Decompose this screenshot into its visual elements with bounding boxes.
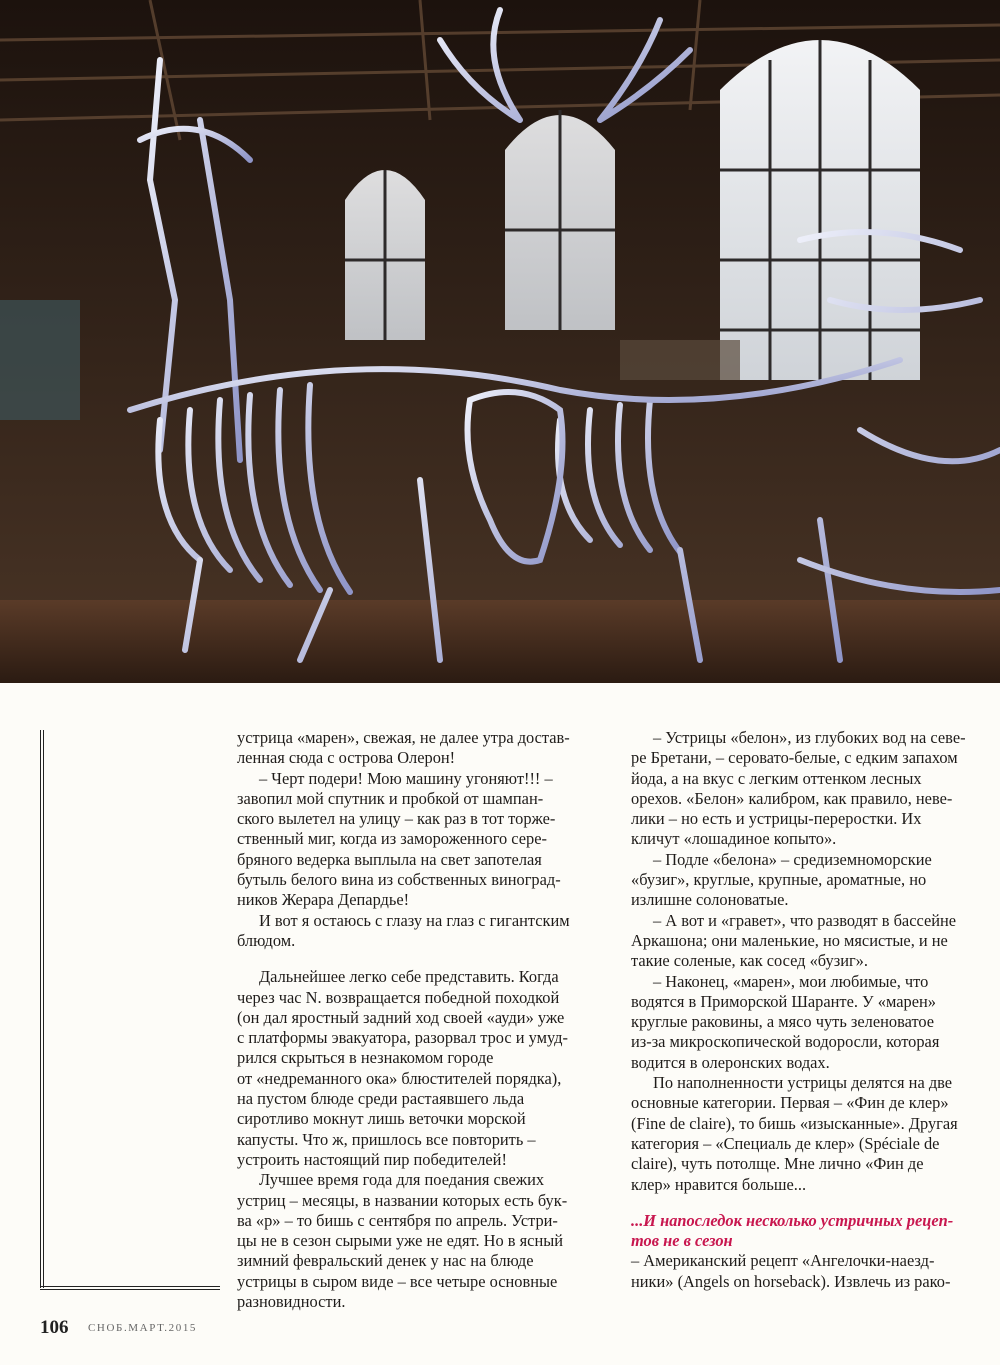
text-line: ников Жерара Депардье!: [237, 890, 410, 910]
text-line: (он дал яростный задний ход своей «ауди» уже: [237, 1007, 565, 1027]
text-line: устриц – месяцы, в названии которых есть бук-: [237, 1190, 568, 1210]
text-line: блюдом.: [237, 930, 296, 950]
text-line: – А вот и «гравет», что разводят в бассейне: [653, 910, 957, 930]
text-line: ского вылетел на улицу – как раз в тот торже-: [237, 809, 556, 829]
text-line: ре Бретани, – серовато-белые, с едким запахом: [631, 748, 958, 768]
text-line: устрица «марен», свежая, не далее утра достав-: [237, 728, 570, 747]
section-subhead-line: ...И напоследок несколько устричных рецеп-: [631, 1210, 954, 1230]
text-line: разновидности.: [237, 1292, 346, 1312]
text-line: излишне солоноватые.: [631, 890, 789, 910]
text-line: (Fine de claire), то бишь «изысканные». Другая: [631, 1113, 958, 1133]
text-line: от «недреманного ока» блюстителей порядка),: [237, 1068, 562, 1088]
text-line: кличут «лошадиное копыто».: [631, 829, 837, 849]
text-line: – Американский рецепт «Ангелочки-наезд-: [631, 1251, 935, 1271]
text-line: устрицы в сыром виде – все четыре основные: [237, 1271, 558, 1291]
text-line: круглые раковины, а мясо чуть зеленоватое: [631, 1012, 935, 1032]
right-text-column: [631, 728, 990, 1292]
section-subhead-line: тов не в сезон: [631, 1231, 733, 1251]
magazine-issue: СНОБ.МАРТ.2015: [88, 1322, 198, 1334]
paragraph-gap: [237, 951, 602, 967]
text-line: через час N. возвращается победной походкой: [237, 987, 560, 1007]
text-line: Дальнейшее легко себе представить. Когда: [259, 967, 559, 987]
text-line: завопил мой спутник и пробкой от шампан-: [237, 788, 544, 808]
page-number: 106: [40, 1317, 69, 1338]
section-gap: [631, 1195, 990, 1211]
text-line: – Черт подери! Мою машину угоняют!!! –: [259, 768, 553, 788]
text-line: claire), чуть потолще. Мне лично «Фин де: [631, 1154, 924, 1174]
text-line: основные категории. Первая – «Фин де клер»: [631, 1093, 949, 1113]
text-line: – Подле «белона» – средиземноморские: [653, 849, 932, 869]
text-line: сиротливо мокнут лишь веточки морской: [237, 1109, 526, 1129]
text-line: ленная сюда с острова Олерон!: [237, 748, 456, 768]
left-text-column: [237, 728, 602, 1312]
text-line: водится в олеронских водах.: [631, 1052, 830, 1072]
decorative-frame-vertical: [40, 730, 44, 1288]
text-line: лики – но есть и устрицы-переростки. Их: [631, 809, 922, 829]
text-line: с платформы эвакуатора, разорвал трос и умуд-: [237, 1028, 568, 1048]
text-line: «бузиг», круглые, крупные, ароматные, но: [631, 870, 927, 890]
text-line: рился скрыться в незнакомом городе: [237, 1048, 494, 1068]
text-line: Аркашона; они маленькие, но мясистые, и не: [631, 930, 948, 950]
text-line: устроить настоящий пир победителей!: [237, 1149, 507, 1169]
text-line: И вот я остаюсь с глазу на глаз с гигантским: [259, 910, 570, 930]
text-line: бутыль белого вина из собственных виноград-: [237, 870, 561, 890]
text-line: – Устрицы «белон», из глубоких вод на севе-: [653, 728, 966, 747]
text-line: из-за микроскопической водоросли, которая: [631, 1032, 940, 1052]
text-line: Лучшее время года для поедания свежих: [259, 1170, 545, 1190]
text-line: – Наконец, «марен», мои любимые, что: [653, 971, 929, 991]
text-line: ва «р» – то бишь с сентября по апрель. Устри-: [237, 1210, 558, 1230]
text-line: клер» нравится больше...: [631, 1174, 807, 1194]
text-line: ственный миг, когда из замороженного сере-: [237, 829, 547, 849]
text-line: бряного ведерка выплыла на свет запотелая: [237, 849, 542, 869]
text-line: орехов. «Белон» калибром, как правило, неве-: [631, 788, 953, 808]
text-line: По наполненности устрицы делятся на две: [653, 1073, 953, 1093]
text-line: категория – «Специаль де клер» (Spéciale de: [631, 1133, 940, 1153]
text-line: такие соленые, как сосед «бузиг».: [631, 951, 868, 971]
text-line: цы не в сезон сырыми уже не едят. Но в ясный: [237, 1231, 563, 1251]
text-line: капусты. Что ж, пришлось все повторить –: [237, 1129, 536, 1149]
text-line: водятся в Приморской Шаранте. У «марен»: [631, 991, 936, 1011]
decorative-frame-horizontal: [40, 1286, 220, 1290]
text-line: зимний февральский денек у нас на блюде: [237, 1251, 534, 1271]
text-line: йода, а на вкус с легким оттенком лесных: [631, 768, 922, 788]
text-line: на пустом блюде среди растаявшего льда: [237, 1089, 525, 1109]
text-line: ники» (Angels on horseback). Извлечь из рако-: [631, 1271, 951, 1291]
